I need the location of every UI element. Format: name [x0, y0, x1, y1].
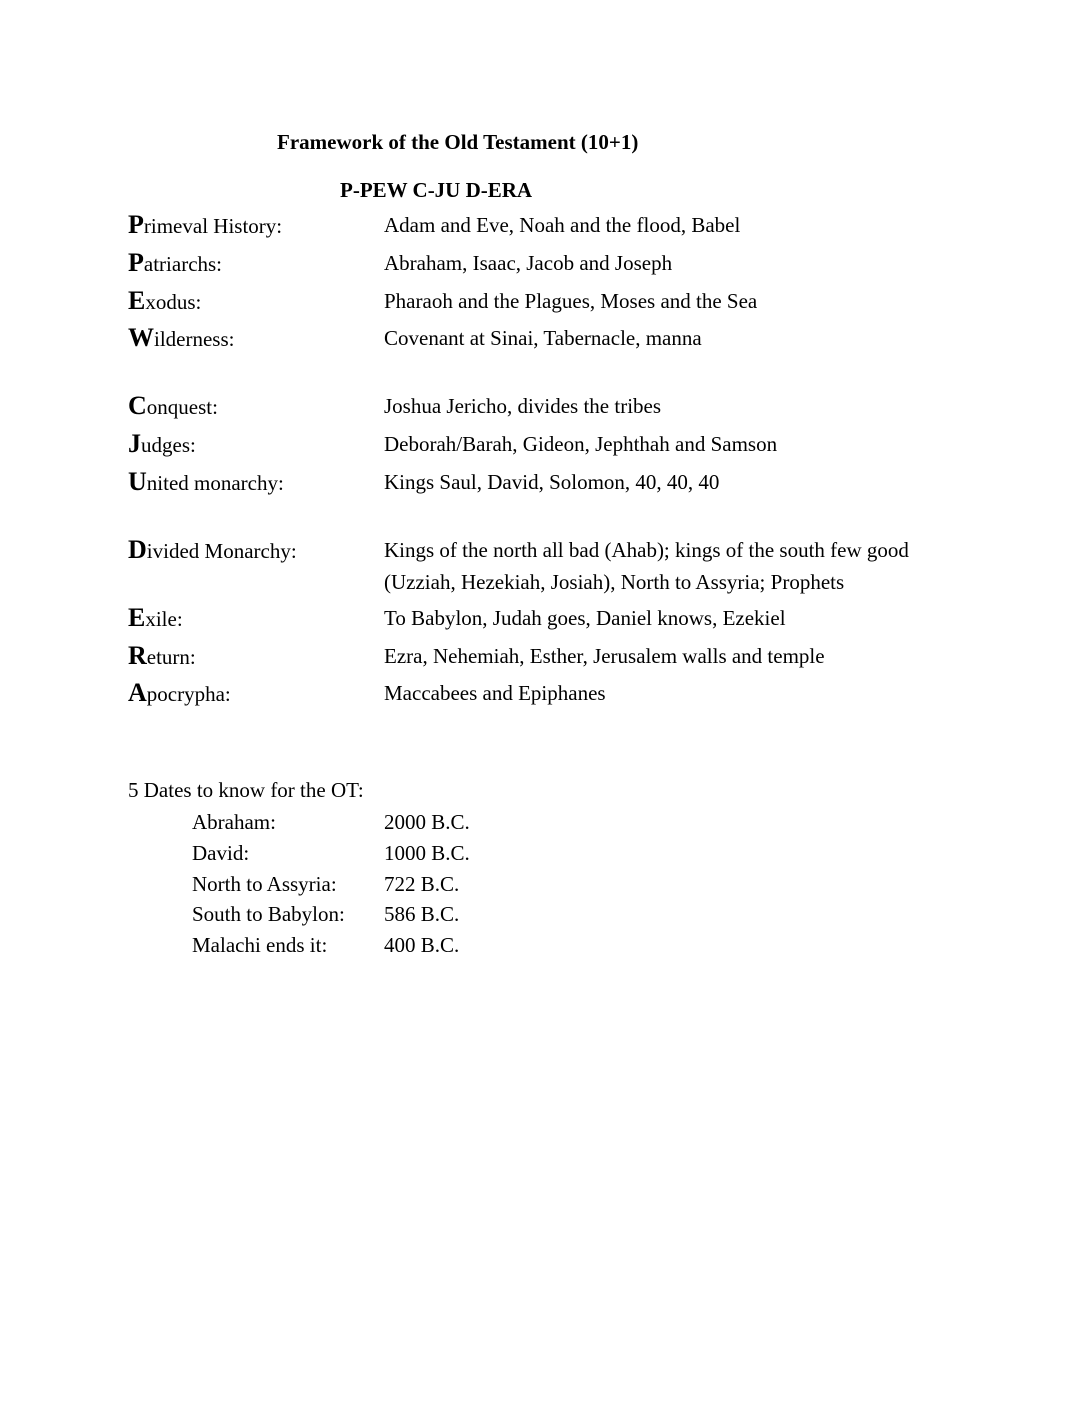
era-initial: D: [128, 535, 147, 564]
date-label: Abraham:: [192, 810, 276, 834]
era-initial: P: [128, 248, 144, 277]
era-description: Kings of the north all bad (Ahab); kings of the south few good (Uzziah, Hezekiah, Josiah), North to Assyria; Prophets: [384, 538, 909, 594]
era-label: [128, 322, 234, 355]
era-initial: C: [128, 391, 147, 420]
era-label-rest: atriarchs:: [143, 252, 223, 276]
era-description: Adam and Eve, Noah and the flood, Babel: [384, 213, 741, 237]
date-value: 400 B.C.: [384, 933, 460, 957]
date-value: 2000 B.C.: [384, 810, 470, 834]
era-label-rest: xile:: [145, 607, 183, 631]
era-description: Covenant at Sinai, Tabernacle, manna: [384, 326, 702, 350]
era-label: [128, 390, 218, 423]
era-label: [128, 247, 222, 280]
era-label-rest: onquest:: [146, 395, 218, 419]
date-label: South to Babylon:: [192, 902, 345, 926]
era-label: [128, 466, 284, 499]
era-label: [128, 428, 196, 461]
era-label: [128, 602, 183, 635]
era-description: Pharaoh and the Plagues, Moses and the Sea: [384, 289, 758, 313]
era-label: [128, 209, 282, 242]
era-initial: U: [128, 467, 147, 496]
date-value: 1000 B.C.: [384, 841, 470, 865]
era-label-rest: nited monarchy:: [146, 471, 284, 495]
era-description: Ezra, Nehemiah, Esther, Jerusalem walls and temple: [384, 644, 825, 668]
document-title: Framework of the Old Testament (10+1): [277, 130, 639, 154]
date-value: 586 B.C.: [384, 902, 460, 926]
era-label: [128, 640, 196, 673]
era-label: [128, 534, 297, 567]
era-description: Maccabees and Epiphanes: [384, 681, 606, 705]
era-label-rest: xodus:: [145, 290, 202, 314]
date-value: 722 B.C.: [384, 872, 460, 896]
era-description: Joshua Jericho, divides the tribes: [384, 394, 662, 418]
date-label: Malachi ends it:: [192, 933, 328, 957]
date-label: North to Assyria:: [192, 872, 337, 896]
era-label-rest: rimeval History:: [143, 214, 283, 238]
era-initial: A: [128, 678, 147, 707]
era-initial: J: [128, 429, 141, 458]
era-label: [128, 285, 201, 318]
acronym-heading: P-PEW C-JU D-ERA: [340, 178, 533, 202]
era-initial: R: [128, 641, 147, 670]
era-initial: W: [128, 323, 154, 352]
era-initial: E: [128, 286, 146, 315]
era-initial: P: [128, 210, 144, 239]
era-label-rest: eturn:: [146, 645, 196, 669]
era-description: To Babylon, Judah goes, Daniel knows, Ezekiel: [384, 606, 786, 630]
era-initial: E: [128, 603, 146, 632]
era-label-rest: ilderness:: [154, 327, 235, 351]
era-label: [128, 677, 231, 710]
era-description: Deborah/Barah, Gideon, Jephthah and Samson: [384, 432, 778, 456]
era-label-rest: pocrypha:: [146, 682, 231, 706]
era-description: Kings Saul, David, Solomon, 40, 40, 40: [384, 470, 720, 494]
dates-heading: 5 Dates to know for the OT:: [128, 778, 364, 802]
era-label-rest: udges:: [141, 433, 196, 457]
era-label-rest: ivided Monarchy:: [146, 539, 297, 563]
era-description: Abraham, Isaac, Jacob and Joseph: [384, 251, 673, 275]
date-label: David:: [192, 841, 250, 865]
